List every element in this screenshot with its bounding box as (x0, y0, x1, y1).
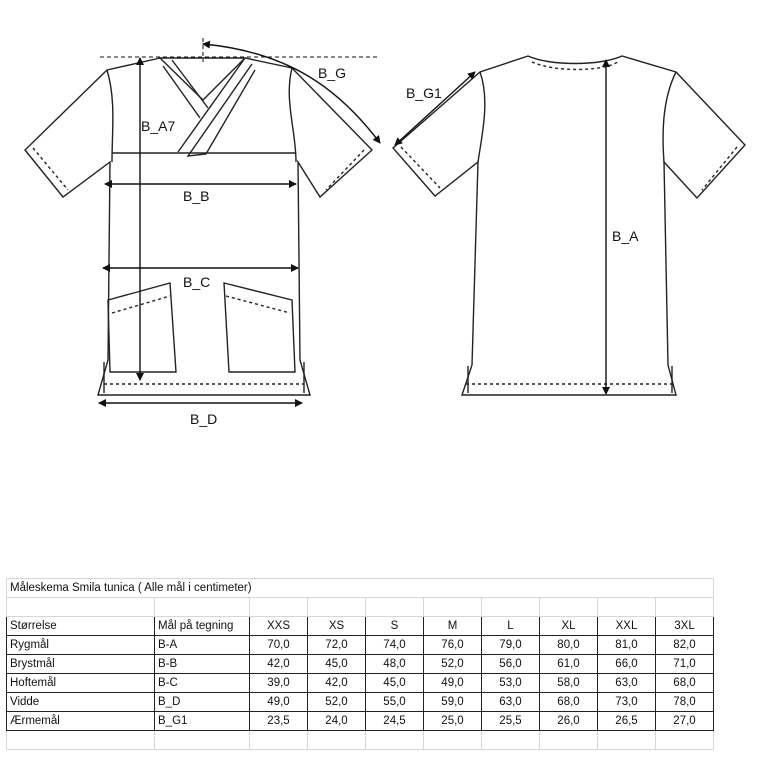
label-b-c: B_C (183, 274, 211, 290)
size-table (6, 578, 714, 750)
table-cell-value: 52,0 (308, 693, 366, 712)
table-cell-value: 53,0 (482, 674, 540, 693)
front-pocket-left-topstitch (112, 296, 170, 313)
back-armhole-right (663, 72, 676, 162)
row-measure-name: Vidde (7, 693, 155, 712)
table-cell-value: 71,0 (656, 655, 714, 674)
table-cell-value: 66,0 (598, 655, 656, 674)
table-cell-value: 79,0 (482, 636, 540, 655)
table-cell-value: 73,0 (598, 693, 656, 712)
column-header: L (482, 617, 540, 636)
front-sleeve-hem-left (33, 148, 68, 190)
front-collar-right (178, 58, 255, 156)
front-sleeve-hem-right (326, 150, 364, 190)
row-drawing-code: B-C (155, 674, 250, 693)
table-cell-value: 45,0 (366, 674, 424, 693)
header-row (7, 617, 714, 636)
label-b-d: B_D (190, 411, 218, 427)
table-cell-value: 72,0 (308, 636, 366, 655)
table-cell-value: 82,0 (656, 636, 714, 655)
table-cell-value: 63,0 (598, 674, 656, 693)
column-header: XS (308, 617, 366, 636)
table-cell-value: 52,0 (424, 655, 482, 674)
row-drawing-code: B_G1 (155, 712, 250, 731)
column-header: Størrelse (7, 617, 155, 636)
table-cell-value: 55,0 (366, 693, 424, 712)
front-body-outline (25, 58, 372, 395)
table-cell-value: 42,0 (250, 655, 308, 674)
front-dimensions (99, 38, 380, 403)
table-title: Måleskema Smila tunica ( Alle mål i centimeter) (7, 579, 714, 598)
table-cell-value: 68,0 (656, 674, 714, 693)
table-cell-value: 58,0 (540, 674, 598, 693)
back-armhole-left (478, 72, 485, 162)
empty-row (7, 731, 714, 750)
row-drawing-code: B-A (155, 636, 250, 655)
table-cell-value: 56,0 (482, 655, 540, 674)
label-b-a: B_A (612, 228, 639, 244)
table-row (7, 712, 714, 731)
table-cell-value: 26,0 (540, 712, 598, 731)
table-cell-value: 23,5 (250, 712, 308, 731)
table-cell-value: 25,0 (424, 712, 482, 731)
table-cell-value: 68,0 (540, 693, 598, 712)
table-row (7, 655, 714, 674)
table-row (7, 674, 714, 693)
table-cell-value: 74,0 (366, 636, 424, 655)
title-row (7, 579, 714, 598)
column-header: M (424, 617, 482, 636)
table-cell-value: 76,0 (424, 636, 482, 655)
table-cell-value: 27,0 (656, 712, 714, 731)
label-b-b: B_B (183, 188, 210, 204)
back-body-outline (393, 56, 745, 395)
dim-line-b-g (203, 44, 380, 143)
front-pocket-right-topstitch (226, 296, 290, 313)
table-cell-value: 49,0 (424, 674, 482, 693)
column-header: 3XL (656, 617, 714, 636)
table-cell-value: 59,0 (424, 693, 482, 712)
column-header: Mål på tegning (155, 617, 250, 636)
row-measure-name: Ærmemål (7, 712, 155, 731)
table-cell-value: 26,5 (598, 712, 656, 731)
front-collar-left (163, 60, 208, 118)
front-armhole-right (289, 68, 296, 162)
table-cell-value: 39,0 (250, 674, 308, 693)
table-cell-value: 24,0 (308, 712, 366, 731)
front-view (25, 58, 372, 395)
front-armhole-left (107, 70, 113, 162)
column-header: S (366, 617, 424, 636)
measurement-spreadsheet (0, 578, 768, 748)
back-sleeve-hem-right (702, 147, 737, 190)
table-cell-value: 63,0 (482, 693, 540, 712)
row-measure-name: Brystmål (7, 655, 155, 674)
back-dimensions (395, 60, 606, 394)
back-view (393, 56, 745, 395)
column-header: XL (540, 617, 598, 636)
table-cell-value: 80,0 (540, 636, 598, 655)
table-cell-value: 25,5 (482, 712, 540, 731)
row-measure-name: Rygmål (7, 636, 155, 655)
label-b-g: B_G (318, 65, 347, 81)
column-header: XXL (598, 617, 656, 636)
front-pocket-left (108, 283, 176, 372)
table-cell-value: 81,0 (598, 636, 656, 655)
table-cell-value: 49,0 (250, 693, 308, 712)
table-cell-value: 78,0 (656, 693, 714, 712)
table-row (7, 636, 714, 655)
front-pocket-right (224, 283, 295, 372)
spacer-row (7, 598, 714, 617)
table-cell-value: 45,0 (308, 655, 366, 674)
table-cell-value: 42,0 (308, 674, 366, 693)
column-header: XXS (250, 617, 308, 636)
row-measure-name: Hoftemål (7, 674, 155, 693)
back-sleeve-hem-left (401, 147, 440, 188)
table-cell-value: 24,5 (366, 712, 424, 731)
label-b-a7: B_A7 (141, 118, 176, 134)
row-drawing-code: B-B (155, 655, 250, 674)
row-drawing-code: B_D (155, 693, 250, 712)
table-cell-value: 48,0 (366, 655, 424, 674)
label-b-g1: B_G1 (406, 85, 442, 101)
table-row (7, 693, 714, 712)
table-cell-value: 61,0 (540, 655, 598, 674)
table-cell-value: 70,0 (250, 636, 308, 655)
dim-line-b-g1 (395, 72, 475, 145)
